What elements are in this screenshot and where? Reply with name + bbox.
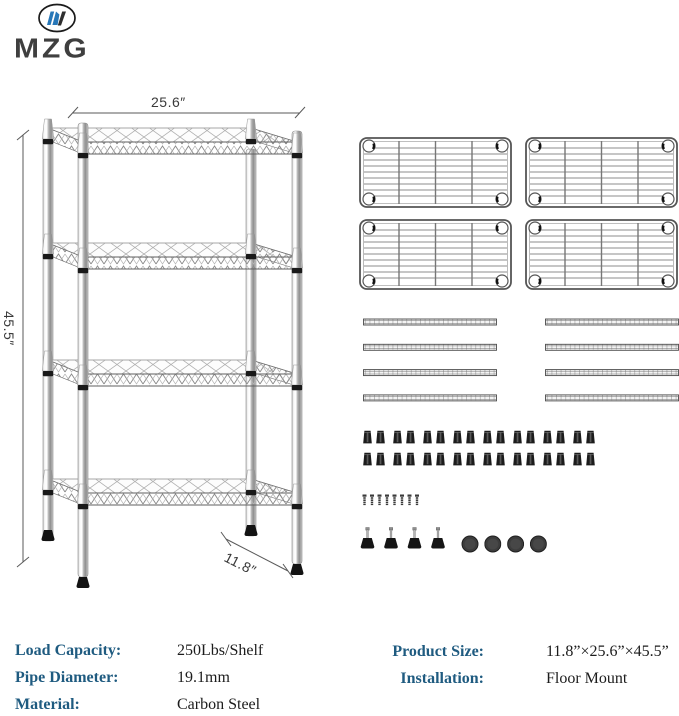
shelf-front-band	[83, 374, 297, 386]
shelf-pole	[364, 395, 497, 401]
shelf-clip	[423, 431, 432, 444]
post-cone-sleeve	[42, 234, 54, 254]
post-cone-sleeve	[42, 351, 54, 371]
screw-pair	[363, 495, 375, 506]
clip-ring	[292, 153, 302, 158]
shelf-clip	[393, 453, 402, 466]
clip-ring	[292, 385, 302, 390]
foot-pad	[462, 536, 478, 552]
shelf-clip	[453, 431, 462, 444]
shelf-pole	[546, 395, 679, 401]
leveling-foot	[361, 528, 375, 549]
shelf-clip	[556, 453, 565, 466]
clip-ring	[246, 139, 256, 144]
post-cone-sleeve	[291, 133, 303, 153]
spec-column-right	[384, 643, 669, 688]
post-cone-sleeve	[245, 351, 257, 371]
mzg-monogram-icon	[36, 3, 80, 35]
shelf-clip	[573, 453, 582, 466]
shelf-clip	[573, 431, 582, 444]
post-cone-sleeve	[291, 248, 303, 268]
shelf-clip	[543, 453, 552, 466]
spec-value: 19.1mm	[177, 669, 230, 686]
shelf-clip	[363, 453, 372, 466]
shelf-clip	[406, 431, 415, 444]
shelf-clip	[436, 431, 445, 444]
screw-pair	[393, 495, 405, 506]
screw-pair	[408, 495, 420, 506]
shelf-pole	[364, 344, 497, 350]
shelf-clip	[466, 431, 475, 444]
foot-pad	[508, 536, 524, 552]
width-dimension-label: 25.6″	[151, 94, 186, 110]
leveling-foot	[408, 528, 422, 549]
shelf-clip	[376, 453, 385, 466]
foot-pad	[530, 536, 546, 552]
post-cone-sleeve	[77, 248, 89, 268]
height-dimension-label: 45.5″	[1, 311, 17, 346]
clip-ring	[246, 490, 256, 495]
shelf-front-band	[83, 257, 297, 269]
post-cone-sleeve	[77, 484, 89, 504]
post-cone-sleeve	[245, 470, 257, 490]
spec-label: Pipe Diameter:	[15, 669, 119, 686]
spec-value: Floor Mount	[546, 670, 628, 687]
clip-ring	[78, 153, 88, 158]
wire-shelf-panel	[360, 220, 511, 289]
post-cone-sleeve	[245, 234, 257, 254]
post-cone-sleeve	[77, 365, 89, 385]
clip-ring	[43, 254, 53, 259]
spec-table	[0, 636, 679, 716]
shelf-clip	[406, 453, 415, 466]
front-posts	[77, 123, 304, 588]
rack-illustration	[0, 85, 340, 605]
post-cone-sleeve	[291, 484, 303, 504]
clip-ring	[43, 490, 53, 495]
shelf-clip	[363, 431, 372, 444]
brand-wordmark: MZG	[14, 33, 90, 64]
shelf-pole	[364, 370, 497, 376]
clip-ring	[43, 371, 53, 376]
brand-logo	[14, 2, 124, 68]
parts-items	[360, 138, 679, 552]
shelf-front-band	[83, 142, 297, 154]
shelf-pole	[546, 319, 679, 325]
spec-label: Product Size:	[392, 643, 484, 660]
shelf-clip	[453, 453, 462, 466]
spec-value: 11.8”×25.6”×45.5”	[546, 643, 669, 660]
screw-pair	[378, 495, 390, 506]
shelf-clip	[436, 453, 445, 466]
clip-ring	[246, 254, 256, 259]
post-cone-sleeve	[42, 119, 54, 139]
clip-ring	[292, 504, 302, 509]
post-cone-sleeve	[245, 119, 257, 139]
depth-dimension-label: 11.8″	[221, 549, 260, 579]
shelf-clip	[376, 431, 385, 444]
shelf-clip	[513, 431, 522, 444]
shelf-clip	[393, 431, 402, 444]
spec-label: Material:	[15, 696, 80, 713]
spec-column-left	[15, 642, 263, 714]
shelf-clip	[586, 431, 595, 444]
shelf-clip	[586, 453, 595, 466]
parts-overview	[345, 120, 679, 570]
wire-shelf-panel	[360, 138, 511, 207]
spec-label: Load Capacity:	[15, 642, 122, 659]
clip-ring	[78, 385, 88, 390]
clip-ring	[78, 504, 88, 509]
shelf-clip	[466, 453, 475, 466]
clip-ring	[292, 268, 302, 273]
shelf-pole	[364, 319, 497, 325]
shelf-clip	[543, 431, 552, 444]
shelf-clip	[423, 453, 432, 466]
foot-pad	[485, 536, 501, 552]
shelf-clip	[496, 431, 505, 444]
post-cone-sleeve	[291, 365, 303, 385]
spec-label: Installation:	[400, 670, 484, 687]
shelf-front-band	[83, 493, 297, 505]
spec-value: 250Lbs/Shelf	[177, 642, 264, 659]
wire-shelf-panel	[526, 138, 677, 207]
shelf-pole	[546, 344, 679, 350]
spec-value: Carbon Steel	[177, 696, 261, 713]
shelf-clip	[526, 431, 535, 444]
clip-ring	[78, 268, 88, 273]
dimension-lines	[17, 107, 305, 578]
wire-shelf-panel	[526, 220, 677, 289]
shelf-clip	[496, 453, 505, 466]
leveling-foot	[384, 528, 398, 549]
shelf-clip	[556, 431, 565, 444]
shelf-pole	[546, 370, 679, 376]
shelf-clip	[483, 431, 492, 444]
leveling-foot	[431, 528, 445, 549]
post-cone-sleeve	[77, 133, 89, 153]
post-cone-sleeve	[42, 470, 54, 490]
shelf-clip	[526, 453, 535, 466]
shelf-clip	[513, 453, 522, 466]
shelf-clip	[483, 453, 492, 466]
clip-ring	[246, 371, 256, 376]
clip-ring	[43, 139, 53, 144]
